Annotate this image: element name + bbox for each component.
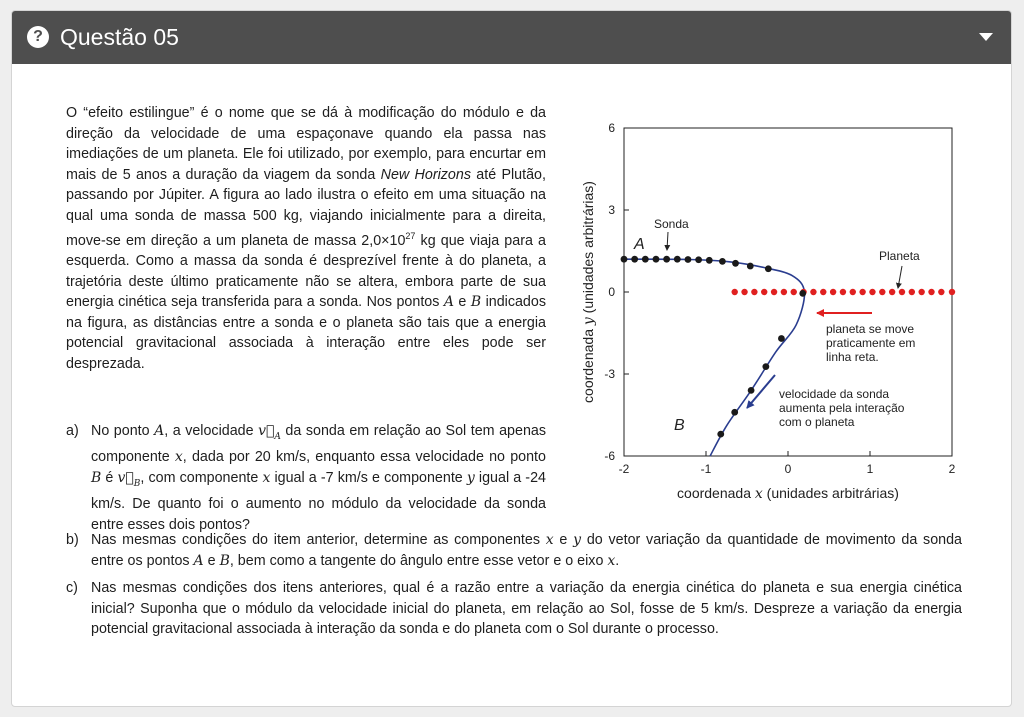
y-tick-label: -3 [604, 367, 615, 381]
x-axis-label: coordenada x (unidades arbitrárias) [677, 485, 899, 502]
probe-dot [762, 363, 769, 370]
probe-dot [719, 258, 726, 265]
trajectory-chart [572, 104, 972, 504]
probe-dot [706, 257, 713, 264]
x-tick-label: 1 [866, 462, 874, 476]
y-tick-label: 6 [608, 121, 615, 135]
sonda-label: Sonda [654, 217, 689, 231]
y-tick-label: 3 [608, 203, 615, 217]
probe-dot [695, 256, 702, 263]
planet-dot [918, 289, 924, 295]
item-c [66, 578, 962, 640]
probe-dot [631, 256, 638, 263]
item-a-label: a) [66, 423, 79, 439]
planet-dot [879, 289, 885, 295]
planet-dot [830, 289, 836, 295]
item-b [66, 530, 962, 571]
probe-dot [621, 256, 628, 263]
intro-paragraph: O “efeito estilingue” é o nome que se dá à modificação do módulo e da direção da velocidade de uma espaçonave quando ela passa nas imediações de um planeta. Ele foi utilizado, por exemplo, para encurtar em mais de 5 anos a duração da viagem da sonda New Horizons até Plutão, passando por Júpiter. A figura ao lado ilustra o efeito em uma situação na qual uma sonda de massa 500 kg, viajando inicialmente para a direita, move-se em direção a um planeta de massa $2,0\times 10^{27}$ kg que viaja para a esquerda. Como a massa da sonda é desprezível frente à do planeta, a trajetória deste último praticamente não se altera, embora parte de sua energia cinética seja transferida para a sonda. Nos pontos A e B indicados na figura, as distâncias entre a sonda e o planeta são tais que a energia potencial gravitacional associada à interação entre eles pode ser desprezada. [66, 105, 546, 372]
item-b-text: Nas mesmas condições do item anterior, determine as componentes x e y do vetor variação da quantidade de movimento da sonda entre os pontos A e B, bem como a tangente do ângulo entre esse vetor e o eixo x. [91, 532, 962, 569]
probe-dot [778, 335, 785, 342]
sonda-pointer [667, 232, 668, 250]
probe-dot [674, 256, 681, 263]
planet-dot [771, 289, 777, 295]
y-tick-label: -6 [604, 449, 615, 463]
caret-down-icon[interactable] [979, 33, 993, 41]
question-circle-icon: ? [27, 26, 49, 48]
probe-dot [748, 387, 755, 394]
x-tick-label: -2 [618, 462, 630, 476]
planet-dot [938, 289, 944, 295]
planet-dot [899, 289, 905, 295]
y-tick-label: 0 [608, 285, 615, 299]
planet-dot [840, 289, 846, 295]
probe-dot [653, 256, 660, 263]
question-title: Questão 05 [60, 24, 179, 50]
probe-dot [765, 265, 772, 272]
new-horizons-text: New Horizons [380, 166, 471, 183]
point-b-label: B [674, 417, 685, 434]
probe-dot [799, 290, 806, 297]
x-tick-label: 2 [948, 462, 956, 476]
planet-dot [791, 289, 797, 295]
probe-dot [685, 256, 692, 263]
x-tick-label: 0 [784, 462, 792, 476]
planeta-pointer [898, 266, 902, 288]
probe-dot [717, 431, 724, 438]
y-axis-label: coordenada y (unidades arbitrárias) [580, 181, 597, 403]
item-a [66, 421, 546, 535]
planet-dot [761, 289, 767, 295]
planet-dot [751, 289, 757, 295]
planet-dot [949, 289, 955, 295]
planet-dot [810, 289, 816, 295]
point-a-label: A [634, 236, 645, 253]
x-tick-label: -1 [700, 462, 712, 476]
item-c-text: Nas mesmas condições dos itens anteriores, qual é a razão entre a variação da energia cinética do planeta e sua energia cinética inicial? Suponha que o módulo da velocidade inicial do planeta, em relação ao Sol, fosse de 5 km/s. Despreze a variação da energia potencial gravitacional associada à interação da sonda e do planeta com o Sol durante o processo. [91, 580, 962, 637]
item-a-text: No ponto A, a velocidade $v⃗_A$ da sonda em relação ao Sol tem apenas componente x, dada por 20 km/s, enquanto essa velocidade no ponto B é $v⃗_B$, com componente x igual a -7 km/s e componente y igual a -24 km/s. De quanto foi o aumento no módulo da velocidade da sonda entre esses dois pontos? [91, 423, 546, 533]
planet-dot [741, 289, 747, 295]
probe-dot [642, 256, 649, 263]
slingshot-figure [572, 104, 972, 504]
planet-note: planeta se move praticamente em linha reta. [826, 322, 916, 364]
probe-dot [732, 260, 739, 267]
planet-dot [859, 289, 865, 295]
planet-dot [928, 289, 934, 295]
mass-exponent: 27 [405, 231, 416, 241]
planet-dot [889, 289, 895, 295]
item-c-label: c) [66, 580, 78, 596]
question-header[interactable] [12, 11, 1011, 64]
probe-dot [731, 409, 738, 416]
planet-dot [869, 289, 875, 295]
planet-dot [909, 289, 915, 295]
planet-dot [820, 289, 826, 295]
item-b-label: b) [66, 532, 79, 548]
probe-dot [663, 256, 670, 263]
probe-dot [747, 263, 754, 270]
planet-dot [781, 289, 787, 295]
planet-dot [732, 289, 738, 295]
planeta-label: Planeta [879, 249, 920, 263]
planet-dot [850, 289, 856, 295]
velocity-note: velocidade da sonda aumenta pela interação com o planeta [779, 387, 905, 429]
trajectory-curve [624, 259, 804, 456]
